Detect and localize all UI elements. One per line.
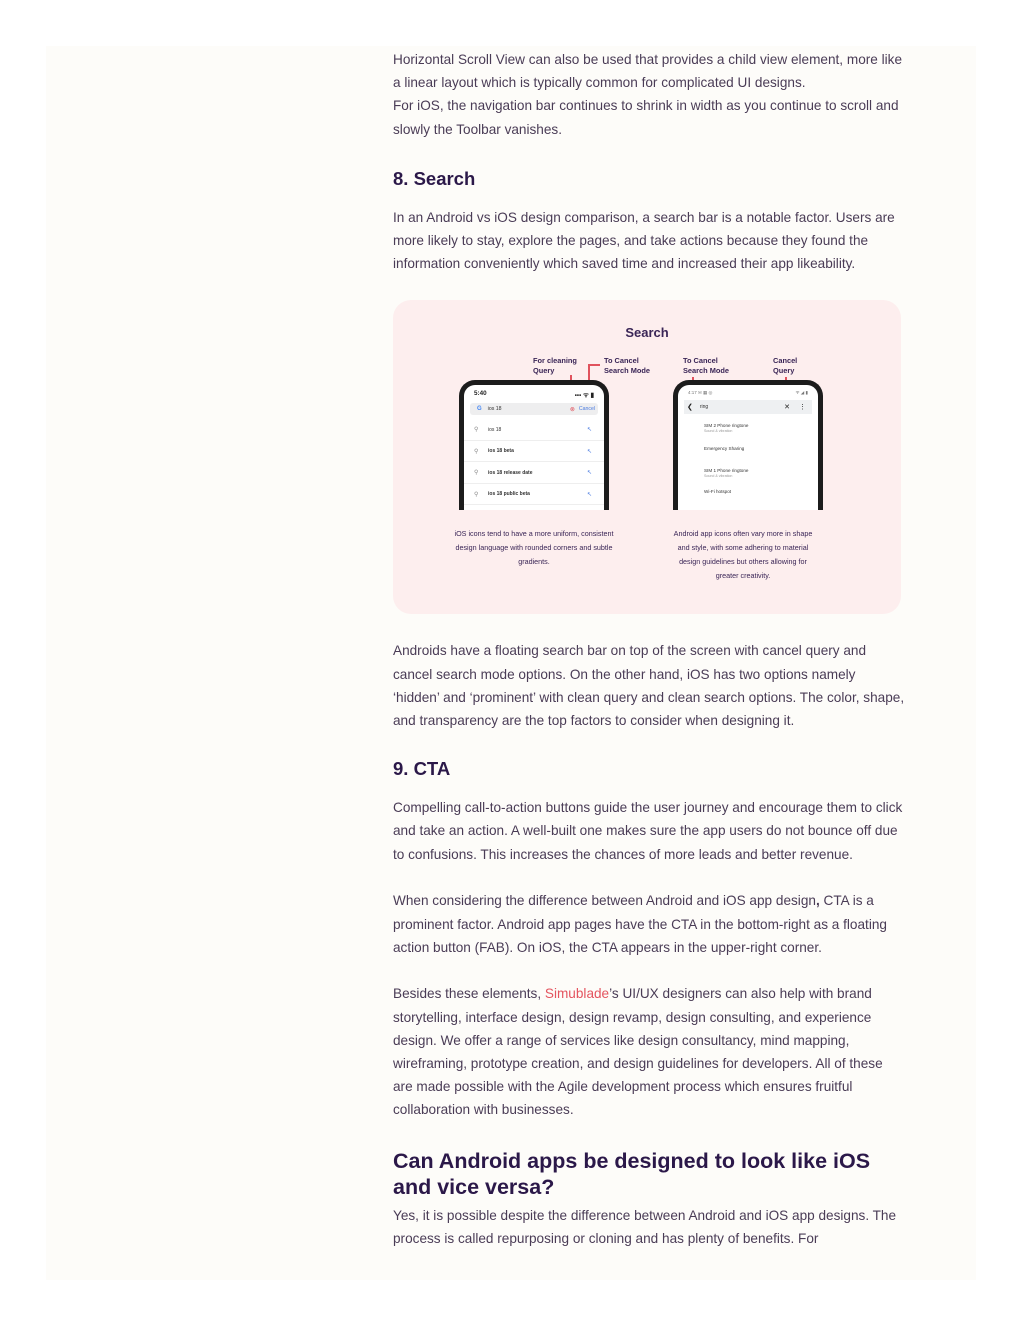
result-subtitle: Sound & vibration	[704, 474, 733, 479]
faq-paragraph-1: Yes, it is possible despite the difference between Android and iOS app designs. The process is called repurposing or cloning and has plenty of benefits. For	[393, 1207, 897, 1246]
search-paragraph-2: Androids have a floating search bar on top of the screen with cancel query and cancel search mode options. On the other hand, iOS has two options namely ‘hidden’ and ‘prominent’ with clean query and clean search options. The color, shape, and transparency are the top factors to consider when designing it.	[393, 643, 905, 729]
cancel-button[interactable]: Cancel	[578, 406, 595, 413]
arrow-up-left-icon: ↖	[586, 427, 592, 434]
list-item[interactable]	[464, 419, 604, 441]
ios-time: 5:40	[474, 390, 487, 398]
list-item[interactable]	[464, 462, 604, 484]
android-annotation-cancel-query: Cancel Query	[773, 356, 798, 375]
list-item[interactable]	[678, 420, 818, 440]
ios-status-bar	[464, 385, 604, 399]
article-column	[393, 46, 905, 1250]
arrow-up-left-icon: ↖	[586, 491, 592, 498]
result-title: SIM 1 Phone ringtone	[704, 468, 749, 474]
signal-wifi-battery-icon: ▪▪▪ ᯤ ▮	[574, 392, 594, 400]
cta-heading: 9. CTA	[393, 758, 451, 780]
android-search-query: ring	[699, 404, 709, 411]
more-options-icon[interactable]: ⋮	[799, 404, 806, 412]
search-paragraph-1: In an Android vs iOS design comparison, a search bar is a notable factor. Users are more likely to stay, explore the pages, and take actions because they found the information conveniently which saved time and increased their app likeability.	[393, 209, 895, 272]
signal-battery-icon: ᯤ ◢ ▮	[795, 390, 808, 396]
android-phone-mockup	[673, 380, 823, 510]
search-icon: ⚲	[474, 427, 479, 434]
suggestion-text: ios 18	[488, 426, 502, 433]
ios-annotation-cancel-search: To Cancel Search Mode	[604, 356, 651, 375]
ios-search-query: ios 18	[487, 406, 502, 413]
list-item[interactable]	[464, 441, 604, 463]
cta-paragraph-3	[393, 982, 905, 1121]
cta-paragraph-2-end: CTA is a prominent factor. Android app pages have the CTA in the bottom-right as a floating action button (FAB). On iOS, the CTA appears in the upper-right corner.	[393, 893, 887, 955]
search-icon: ⚲	[474, 470, 479, 477]
ios-phone-mockup	[459, 380, 609, 510]
ios-annotation-clean-query: For cleaning Query	[533, 356, 577, 375]
list-item[interactable]	[678, 480, 818, 500]
cta-paragraph-3-end: ’s UI/UX designers can also help with brand storytelling, interface design, design revamp, design consulting, and experience design. We offer a range of services like design consultancy, mind mapping, wireframing, prototype creation, and design guidelines for developers. All of these are made possible with the Agile development process which ensures fruitful collaboration with businesses.	[393, 986, 883, 1118]
search-icon: ⚲	[474, 448, 479, 455]
suggestion-text: ios 18 release date	[488, 469, 533, 476]
clear-query-icon[interactable]: ✕	[784, 404, 790, 412]
back-arrow-icon[interactable]: ❮	[687, 404, 693, 412]
ios-caption: iOS icons tend to have a more uniform, consistent design language with rounded corners and subtle gradients.	[454, 529, 614, 567]
intro-paragraph-2: For iOS, the navigation bar continues to shrink in width as you continue to scroll and slowly the Toolbar vanishes.	[393, 98, 899, 137]
result-subtitle: Sound & vibration	[704, 429, 733, 434]
android-search-bar[interactable]	[684, 400, 812, 414]
clear-query-icon[interactable]: ⊗	[569, 406, 575, 413]
ios-search-bar[interactable]	[470, 403, 598, 415]
list-item[interactable]	[678, 460, 818, 480]
android-status-bar	[678, 385, 818, 396]
android-caption: Android app icons often vary more in shape and style, with some adhering to material design guidelines but others allowing for greater creativity.	[673, 529, 813, 581]
cta-paragraph-2-comma: ,	[815, 893, 820, 909]
intro-paragraph-1: Horizontal Scroll View can also be used that provides a child view element, more like a linear layout which is typically common for complicated UI designs.	[393, 52, 903, 91]
android-annotation-cancel-search: To Cancel Search Mode	[683, 356, 730, 375]
android-status-left: 4:17 ✉ ▦ ◎	[688, 390, 713, 396]
cta-paragraph-3-start: Besides these elements,	[393, 986, 545, 1002]
list-item[interactable]	[678, 440, 818, 460]
result-title: Emergency Sharing	[704, 446, 745, 452]
search-heading: 8. Search	[393, 167, 476, 189]
result-title: Wi-Fi hotspot	[704, 488, 732, 494]
figure-title: Search	[625, 325, 669, 341]
suggestion-text: ios 18 public beta	[488, 491, 530, 498]
cta-paragraph-1: Compelling call-to-action buttons guide the user journey and encourage them to click and take an action. A well-built one makes sure the app users do not bounce off due to confusions. This increases the chances of more leads and better revenue.	[393, 800, 903, 862]
faq-heading: Can Android apps be designed to look like iOS and vice versa?	[393, 1148, 871, 1199]
cta-paragraph-2-start: When considering the difference between Android and iOS app design	[393, 893, 816, 909]
search-figure	[393, 300, 901, 614]
arrow-up-left-icon: ↖	[586, 448, 592, 455]
result-title: SIM 2 Phone ringtone	[704, 423, 749, 429]
google-icon: G	[477, 406, 482, 413]
cta-paragraph-2	[393, 889, 905, 959]
search-icon: ⚲	[474, 491, 479, 498]
suggestion-text: ios 18 beta	[488, 448, 514, 455]
simublade-link[interactable]: Simublade	[544, 986, 610, 1002]
arrow-up-left-icon: ↖	[586, 470, 592, 477]
list-item[interactable]	[464, 484, 604, 506]
ios-pointer-line-2h	[588, 364, 600, 366]
